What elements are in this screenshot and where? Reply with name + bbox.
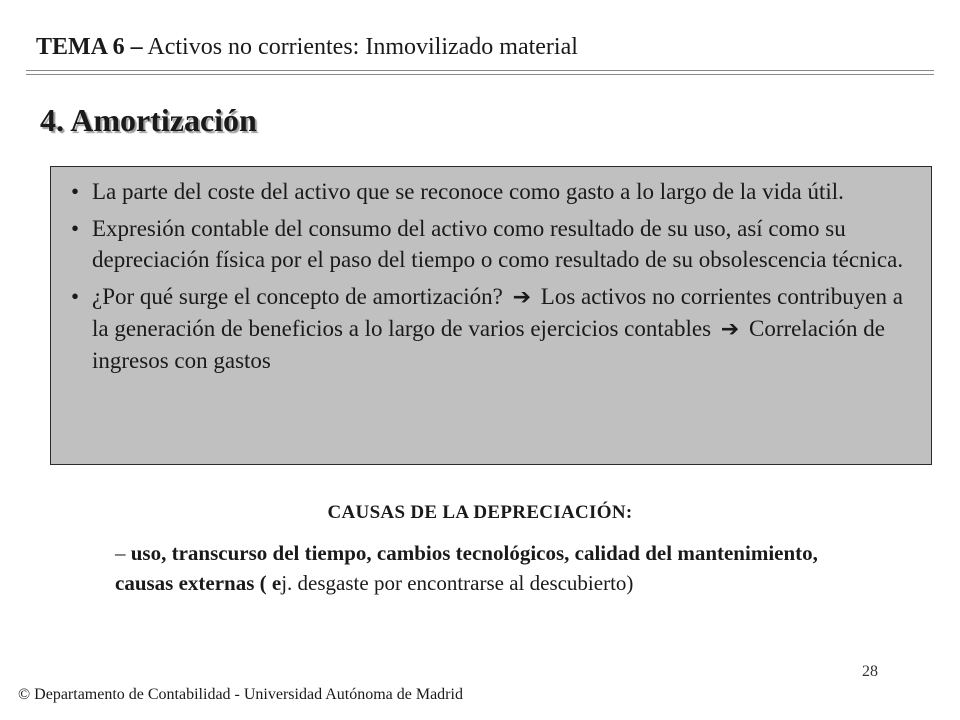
list-item (71, 281, 916, 376)
causes-heading: CAUSAS DE LA DEPRECIACIÓN: (327, 502, 633, 523)
definition-list (71, 176, 916, 382)
page-number: 28 (862, 663, 878, 680)
slide-header (36, 30, 578, 64)
bullet-icon: • (71, 179, 80, 204)
list-item-text: Expresión contable del consumo del activo como resultado de su uso, así como su depreciación física por el paso del tiempo o como resultado de su obsolescencia técnica. (92, 216, 904, 272)
causes-dash: – (115, 541, 131, 565)
list-item (71, 213, 916, 275)
header-divider-bottom (26, 74, 934, 75)
causes-bold-text: uso, transcurso del tiempo, cambios tecnológicos, calidad del mantenimiento, causas externas ( e (115, 541, 818, 595)
bullet-icon: • (71, 284, 80, 309)
causes-normal-text: j. desgaste por encontrarse al descubierto) (281, 571, 634, 595)
bullet-icon: • (71, 216, 80, 241)
header-subtitle: Activos no corrientes: Inmovilizado material (147, 34, 578, 60)
question-text: ¿Por qué surge el concepto de amortización? (92, 284, 503, 309)
list-item-text: La parte del coste del activo que se reconoce como gasto a lo largo de la vida útil. (92, 179, 844, 204)
footer-copyright: © Departamento de Contabilidad - Universidad Autónoma de Madrid (18, 686, 463, 703)
conclusion-text: Correlación de ingresos con gastos (92, 316, 886, 373)
header-divider-top (26, 70, 934, 71)
header-topic-label: TEMA 6 – (36, 34, 143, 60)
definition-box (50, 166, 932, 465)
list-item (71, 176, 916, 207)
causes-paragraph (115, 538, 845, 598)
answer-text: Los activos no corrientes contribuyen a la generación de beneficios a lo largo de varios ejercicios contables (92, 284, 903, 341)
slide-title: 4. Amortización (40, 102, 257, 138)
right-arrow-icon: ➔ (720, 317, 740, 342)
right-arrow-icon: ➔ (512, 285, 532, 310)
